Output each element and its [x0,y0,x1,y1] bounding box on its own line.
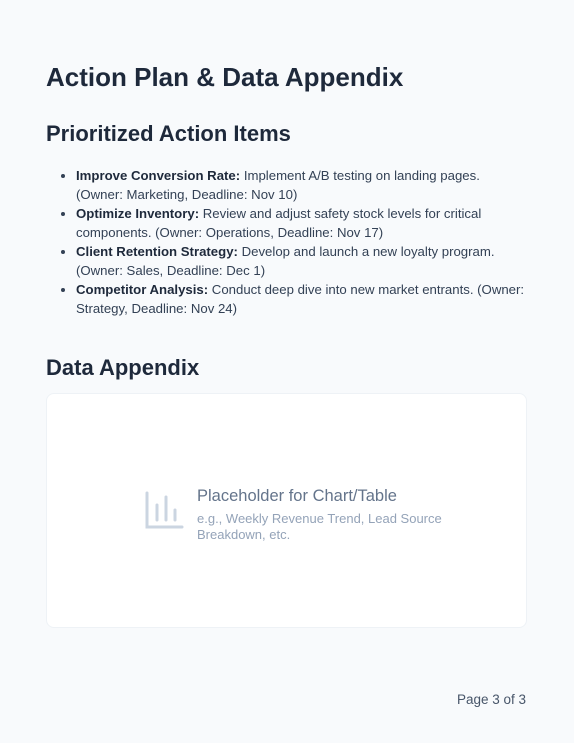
placeholder-title: Placeholder for Chart/Table [197,487,397,505]
list-item [76,280,527,318]
section-heading-action-items: Prioritized Action Items [46,121,291,146]
section-heading-data-appendix: Data Appendix [46,355,200,380]
list-item [76,242,527,280]
action-item-label: Competitor Analysis: [76,282,209,297]
list-item [76,204,527,242]
placeholder-subtitle: e.g., Weekly Revenue Trend, Lead Source Breakdown, etc. [197,511,442,542]
action-item-label: Client Retention Strategy: [76,244,238,259]
page-number: Page 3 of 3 [456,692,526,707]
action-item-text: Implement A/B testing on landing pages. (Owner: Marketing, Deadline: Nov 10) [76,168,480,202]
page-title: Action Plan & Data Appendix [46,62,404,92]
chart-placeholder [46,393,527,628]
action-item-text: Develop and launch a new loyalty program. (Owner: Sales, Deadline: Dec 1) [76,244,495,278]
action-item-label: Improve Conversion Rate: [76,168,241,183]
action-item-label: Optimize Inventory: [76,206,200,221]
action-item-text: Conduct deep dive into new market entrants. (Owner: Strategy, Deadline: Nov 24) [76,282,525,316]
action-items-list [46,166,527,318]
list-item [76,166,527,204]
bar-chart-icon [144,491,184,531]
action-item-text: Review and adjust safety stock levels for critical components. (Owner: Operations, Deadline: Nov 17) [76,206,482,240]
